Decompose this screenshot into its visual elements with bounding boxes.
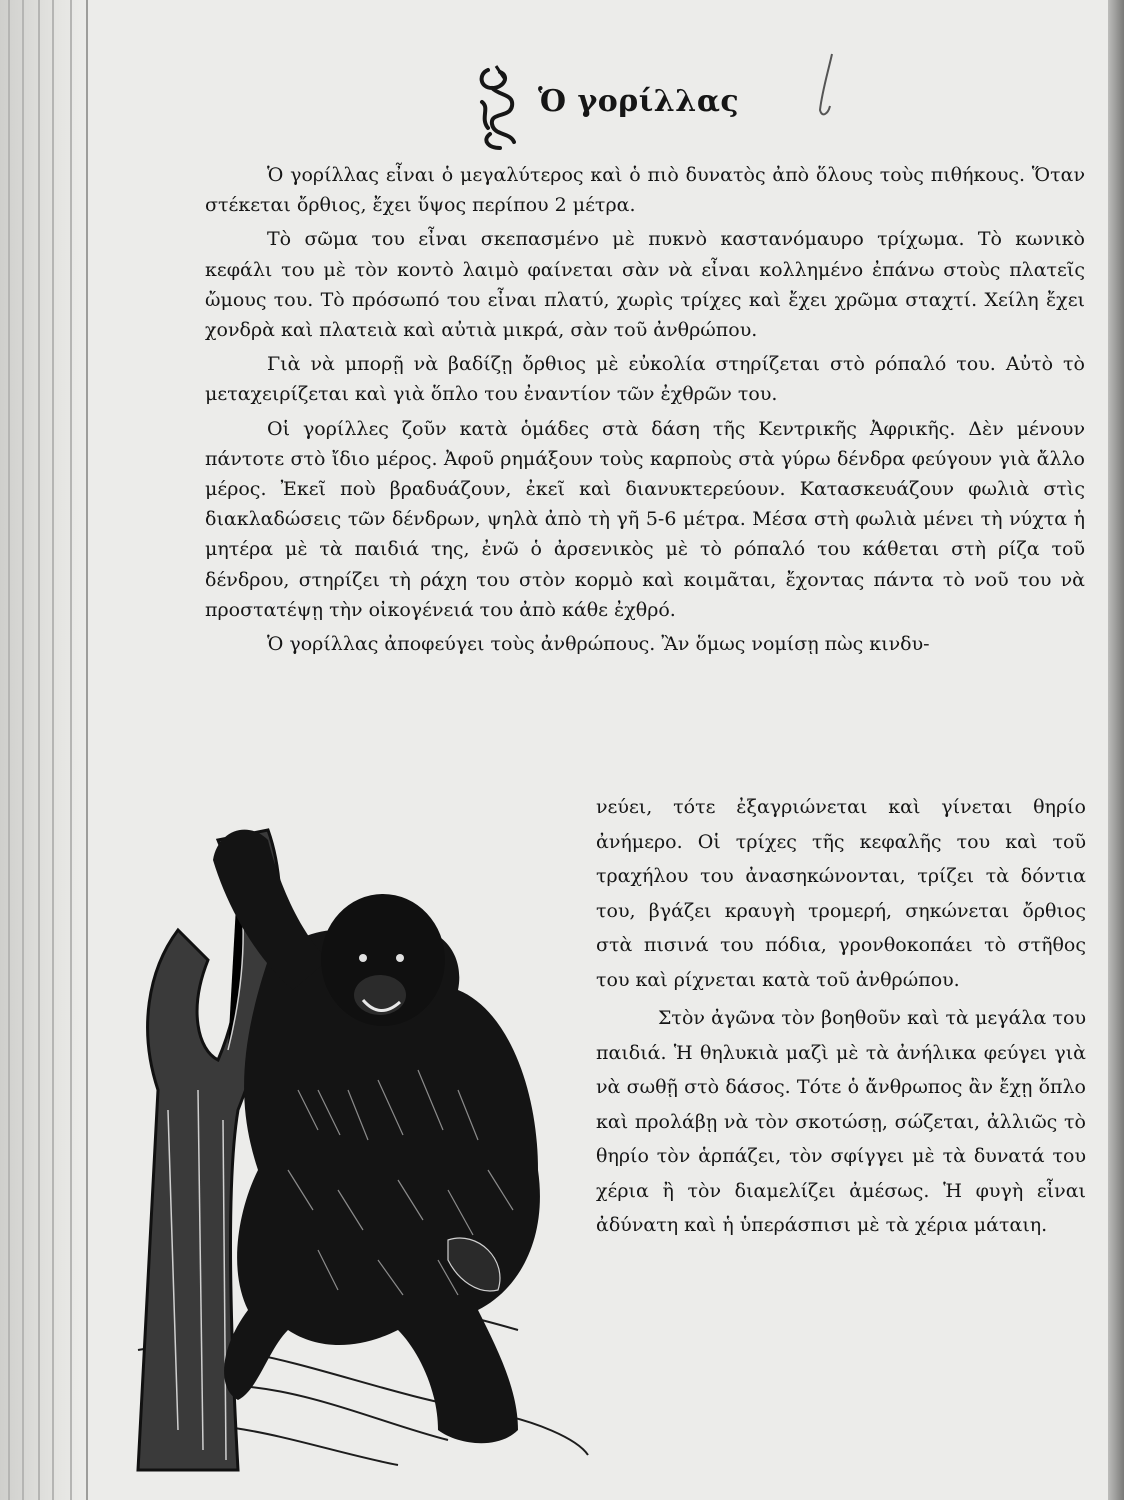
paragraph: Τὸ σῶμα του εἶναι σκεπασμένο μὲ πυκνὸ καστανόμαυρο τρίχωμα. Τὸ κωνικὸ κεφάλι του μὲ τὸν κοντὸ λαιμὸ φαίνεται σὰν νὰ εἶναι κολλημένο ἐπάνω στοὺς πλατεῖς ὤμους του. Τὸ πρόσωπό του εἶναι πλατύ, χωρὶς τρίχες καὶ ἔχει χρῶμα σταχτί. Χείλη ἔχει χονδρὰ καὶ πλατειὰ καὶ αὐτιὰ μικρά, σὰν τοῦ ἀνθρώπου. [205, 228, 1085, 342]
paragraph: Οἱ γορίλλες ζοῦν κατὰ ὁμάδες στὰ δάση τῆς Κεντρικῆς Ἀφρικῆς. Δὲν μένουν πάντοτε στὸ ἴδιο μέρος. Ἀφοῦ ρημάξουν τοὺς καρποὺς στὰ γύρω δένδρα φεύγουν γιὰ ἄλλο μέρος. Ἐκεῖ ποὺ βραδυάζουν, ἐκεῖ καὶ διανυκτερεύουν. Κατασκευάζουν φωλιὰ στὶς διακλαδώσεις τῶν δένδρων, ψηλὰ ἀπὸ τὴ γῆ 5-6 μέτρα. Μέσα στὴ φωλιὰ μένει τὴ νύχτα ἡ μητέρα μὲ τὰ παιδιά της, ἐνῶ ὁ ἀρσενικὸς μὲ τὸ ρόπαλό του κάθεται στὴ ρίζα τοῦ δένδρου, στηρίζει τὴ ράχη του στὸν κορμὸ καὶ κοιμᾶται, ἔχοντας πάντα τὸ νοῦ του νὰ προστατέψῃ τὴν οἰκογένειά του ἀπὸ κάθε ἐχθρό. [205, 417, 1085, 621]
page-edge [70, 0, 72, 1500]
gorilla-illustration [118, 790, 598, 1480]
wrapped-text-column [596, 790, 1086, 1247]
ornament-icon [470, 62, 532, 154]
binding-shadow [0, 0, 90, 1500]
page-right-edge [1108, 0, 1124, 1500]
page-edge [8, 0, 10, 1500]
page-edge [38, 0, 40, 1500]
page-edge [86, 0, 88, 1500]
paragraph: Στὸν ἀγῶνα τὸν βοηθοῦν καὶ τὰ μεγάλα του παιδιά. Ἡ θηλυκιὰ μαζὶ μὲ τὰ ἀνήλικα φεύγει γιὰ νὰ σωθῇ στὸ δάσος. Τότε ὁ ἄνθρωπος ἂν ἔχῃ ὅπλο καὶ προλάβῃ νὰ τὸν σκοτώσῃ, σώζεται, ἀλλιῶς τὸ θηρίο τὸν ἁρπάζει, τὸν σφίγγει μὲ τὰ δυνατά του χέρια ἢ τὸν διαμελίζει ἀμέσως. Ἡ φυγὴ εἶναι ἀδύνατη καὶ ἡ ὑπεράσπισι μὲ τὰ χέρια μάταιη. [596, 1007, 1086, 1236]
paragraph: Ὁ γορίλλας εἶναι ὁ μεγαλύτερος καὶ ὁ πιὸ δυνατὸς ἀπὸ ὅλους τοὺς πιθήκους. Ὅταν στέκεται ὄρθιος, ἔχει ὕψος περίπου 2 μέτρα. [205, 164, 1085, 217]
paragraph-continuation: νεύει, τότε ἐξαγριώνεται καὶ γίνεται θηρίο ἀνήμερο. Οἱ τρίχες τῆς κεφαλῆς του καὶ τοῦ τραχήλου του ἀνασηκώνονται, τρίζει τὰ δόντια του, βγάζει κραυγὴ τρομερή, σηκώνεται ὄρθιος στὰ πισινά του πόδια, γρονθοκοπάει τὸ στῆθος του καὶ ρίχνεται κατὰ τοῦ ἀνθρώπου. [596, 796, 1086, 991]
paragraph: Γιὰ νὰ μπορῇ νὰ βαδίζῃ ὄρθιος μὲ εὐκολία στηρίζεται στὸ ρόπαλό του. Αὐτὸ τὸ μεταχειρίζεται καὶ γιὰ ὅπλο του ἐναντίον τῶν ἐχθρῶν του. [205, 353, 1085, 406]
wrap-paragraph-first-line: Ὁ γορίλλας ἀποφεύγει τοὺς ἀνθρώπους. Ἂν ὅμως νομίσῃ πὼς κινδυ- [267, 633, 930, 656]
pencil-mark-icon [812, 52, 842, 122]
page-title: Ὁ γορίλλας [538, 84, 740, 119]
main-text [205, 160, 1085, 659]
page-edge [52, 0, 54, 1500]
page-edge [22, 0, 24, 1500]
